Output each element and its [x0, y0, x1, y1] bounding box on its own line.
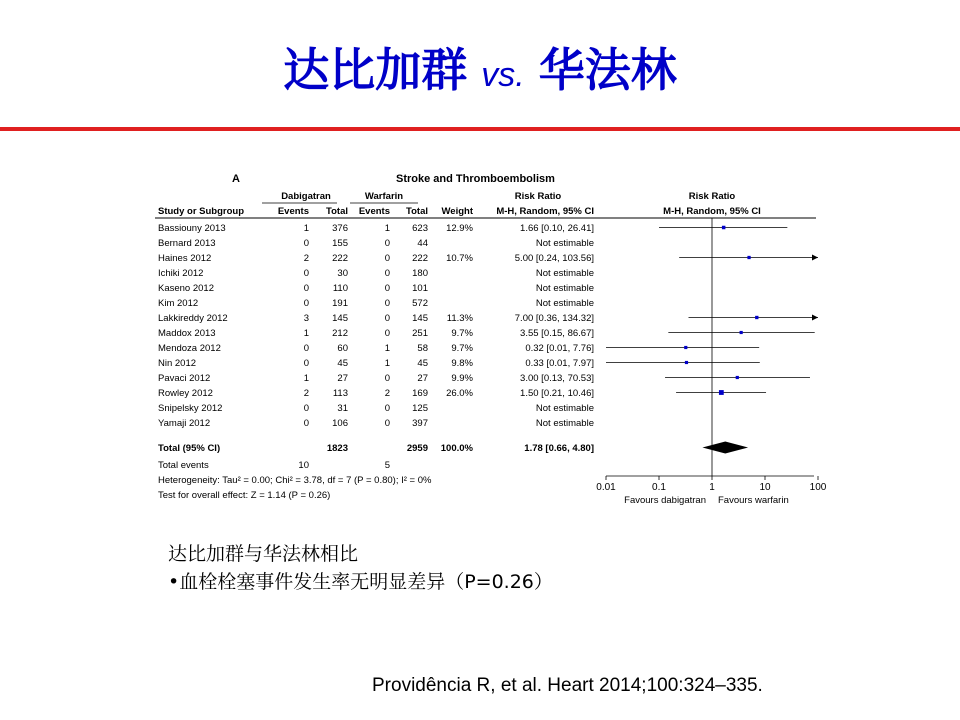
- favours-right: Favours warfarin: [718, 495, 789, 506]
- study-events-2: 0: [384, 298, 390, 309]
- study-events-2: 0: [384, 313, 390, 324]
- study-total-2: 572: [412, 298, 428, 309]
- panel-label: A: [232, 173, 240, 185]
- group1-header: Dabigatran: [281, 191, 331, 202]
- study-total-2: 27: [417, 373, 428, 384]
- study-total-1: 145: [332, 313, 348, 324]
- study-events-1: 1: [303, 223, 309, 234]
- study-events-1: 0: [303, 298, 309, 309]
- heterogeneity-text: Heterogeneity: Tau² = 0.00; Chi² = 3.78, df = 7 (P = 0.80); I² = 0%: [158, 475, 432, 486]
- study-total-1: 222: [332, 253, 348, 264]
- study-name: Maddox 2013: [158, 328, 216, 339]
- study-name: Rowley 2012: [158, 388, 213, 399]
- x-tick-label: 100: [809, 482, 827, 493]
- study-total-2: 180: [412, 268, 428, 279]
- study-total-2: 251: [412, 328, 428, 339]
- study-events-1: 1: [303, 328, 309, 339]
- study-name: Pavaci 2012: [158, 373, 211, 384]
- study-marker: [719, 390, 724, 395]
- study-name: Snipelsky 2012: [158, 403, 223, 414]
- study-total-2: 101: [412, 283, 428, 294]
- group2-header: Warfarin: [364, 191, 404, 202]
- study-events-2: 0: [384, 253, 390, 264]
- study-total-1: 45: [337, 358, 348, 369]
- total-events-label: Total events: [158, 460, 209, 471]
- study-events-2: 0: [384, 283, 390, 294]
- study-events-1: 0: [303, 403, 309, 414]
- study-events-2: 1: [384, 358, 390, 369]
- ci-arrow: [812, 255, 818, 261]
- citation: Providência R, et al. Heart 2014;100:324–335.: [372, 675, 763, 696]
- total-total-1: 1823: [326, 443, 348, 454]
- study-weight: 26.0%: [446, 388, 473, 399]
- pooled-diamond: [702, 442, 748, 454]
- study-name: Nin 2012: [158, 358, 197, 369]
- x-tick-label: 0.1: [652, 482, 666, 493]
- column-total-2: Total: [406, 206, 428, 217]
- study-total-1: 27: [337, 373, 348, 384]
- chart-title: Stroke and Thromboembolism: [396, 173, 555, 185]
- study-total-1: 110: [332, 283, 348, 294]
- study-marker: [722, 226, 725, 229]
- study-events-2: 0: [384, 268, 390, 279]
- study-total-2: 623: [412, 223, 428, 234]
- column-study: Study or Subgroup: [158, 206, 245, 217]
- favours-left: Favours dabigatran: [624, 495, 706, 506]
- study-events-1: 0: [303, 358, 309, 369]
- total-weight: 100.0%: [440, 443, 473, 454]
- study-events-1: 0: [303, 268, 309, 279]
- column-ci: M-H, Random, 95% CI: [496, 206, 594, 217]
- study-events-1: 2: [303, 253, 309, 264]
- study-weight: 9.7%: [451, 328, 473, 339]
- study-total-2: 397: [412, 418, 428, 429]
- title-left: 达比加群: [283, 43, 468, 97]
- study-name: Haines 2012: [158, 253, 212, 264]
- study-ci: Not estimable: [535, 238, 594, 249]
- study-total-2: 58: [417, 343, 428, 354]
- study-ci: 1.50 [0.21, 10.46]: [520, 388, 594, 399]
- summary: [168, 540, 553, 596]
- study-ci: Not estimable: [535, 268, 594, 279]
- study-total-2: 125: [412, 403, 428, 414]
- study-total-1: 106: [332, 418, 348, 429]
- study-marker: [740, 331, 743, 334]
- column-weight: Weight: [441, 206, 473, 217]
- x-tick-label: 10: [759, 482, 771, 493]
- study-name: Bernard 2013: [158, 238, 216, 249]
- total-events-2: 5: [384, 460, 390, 471]
- study-name: Lakkireddy 2012: [158, 313, 228, 324]
- study-events-1: 3: [303, 313, 309, 324]
- study-total-1: 212: [332, 328, 348, 339]
- study-events-1: 2: [303, 388, 309, 399]
- risk-ratio-plot-header: Risk Ratio: [688, 191, 736, 202]
- x-tick-label: 0.01: [596, 482, 616, 493]
- study-weight: 9.8%: [451, 358, 473, 369]
- study-name: Mendoza 2012: [158, 343, 221, 354]
- forest-plot: [150, 165, 827, 510]
- overall-effect-text: Test for overall effect: Z = 1.14 (P = 0.26): [158, 490, 331, 501]
- study-name: Bassiouny 2013: [158, 223, 226, 234]
- study-marker: [747, 256, 750, 259]
- study-total-1: 155: [332, 238, 348, 249]
- title-vs: vs.: [481, 56, 525, 94]
- study-ci: 5.00 [0.24, 103.56]: [514, 253, 594, 264]
- column-total-1: Total: [326, 206, 348, 217]
- study-weight: 9.9%: [451, 373, 473, 384]
- study-total-1: 191: [332, 298, 348, 309]
- total-events-1: 10: [298, 460, 309, 471]
- study-weight: 12.9%: [446, 223, 473, 234]
- x-tick-label: 1: [709, 482, 715, 493]
- study-marker: [684, 346, 687, 349]
- study-marker: [755, 316, 758, 319]
- column-events-1: Events: [277, 206, 309, 217]
- study-weight: 11.3%: [446, 313, 473, 324]
- risk-ratio-header: Risk Ratio: [514, 191, 562, 202]
- study-total-2: 145: [412, 313, 428, 324]
- study-total-2: 222: [412, 253, 428, 264]
- study-ci: 3.55 [0.15, 86.67]: [520, 328, 594, 339]
- study-ci: 0.33 [0.01, 7.97]: [525, 358, 594, 369]
- summary-line-2: •血栓栓塞事件发生率无明显差异（P=0.26）: [168, 571, 553, 593]
- study-marker: [736, 376, 739, 379]
- study-events-1: 1: [303, 373, 309, 384]
- study-total-1: 60: [337, 343, 348, 354]
- study-marker: [685, 361, 688, 364]
- study-events-2: 1: [384, 343, 390, 354]
- study-name: Ichiki 2012: [158, 268, 204, 279]
- study-ci: 7.00 [0.36, 134.32]: [514, 313, 594, 324]
- study-total-2: 45: [417, 358, 428, 369]
- total-label: Total (95% CI): [158, 443, 221, 454]
- study-ci: 1.66 [0.10, 26.41]: [520, 223, 594, 234]
- study-ci: 3.00 [0.13, 70.53]: [520, 373, 594, 384]
- study-weight: 9.7%: [451, 343, 473, 354]
- summary-line-1: 达比加群与华法林相比: [168, 543, 359, 565]
- study-events-2: 0: [384, 238, 390, 249]
- plot-column-ci: M-H, Random, 95% CI: [663, 206, 761, 217]
- total-total-2: 2959: [406, 443, 428, 454]
- study-events-2: 0: [384, 418, 390, 429]
- study-ci: 0.32 [0.01, 7.76]: [525, 343, 594, 354]
- study-events-1: 0: [303, 343, 309, 354]
- study-total-2: 44: [417, 238, 428, 249]
- study-total-1: 376: [332, 223, 348, 234]
- study-events-1: 0: [303, 238, 309, 249]
- study-name: Yamaji 2012: [158, 418, 211, 429]
- study-total-1: 113: [332, 388, 348, 399]
- study-events-1: 0: [303, 283, 309, 294]
- study-events-2: 0: [384, 328, 390, 339]
- study-total-1: 31: [337, 403, 348, 414]
- study-ci: Not estimable: [535, 403, 594, 414]
- study-events-1: 0: [303, 418, 309, 429]
- study-ci: Not estimable: [535, 283, 594, 294]
- study-ci: Not estimable: [535, 298, 594, 309]
- study-events-2: 0: [384, 373, 390, 384]
- study-name: Kaseno 2012: [158, 283, 214, 294]
- total-ci: 1.78 [0.66, 4.80]: [524, 443, 594, 454]
- ci-arrow: [812, 315, 818, 321]
- title-divider: [0, 127, 960, 131]
- study-total-1: 30: [337, 268, 348, 279]
- study-weight: 10.7%: [446, 253, 473, 264]
- column-events-2: Events: [358, 206, 390, 217]
- study-events-2: 1: [384, 223, 390, 234]
- study-total-2: 169: [412, 388, 428, 399]
- study-name: Kim 2012: [158, 298, 199, 309]
- study-events-2: 0: [384, 403, 390, 414]
- title-right: 华法林: [538, 43, 677, 97]
- study-ci: Not estimable: [535, 418, 594, 429]
- slide-title: [0, 30, 960, 110]
- study-events-2: 2: [384, 388, 390, 399]
